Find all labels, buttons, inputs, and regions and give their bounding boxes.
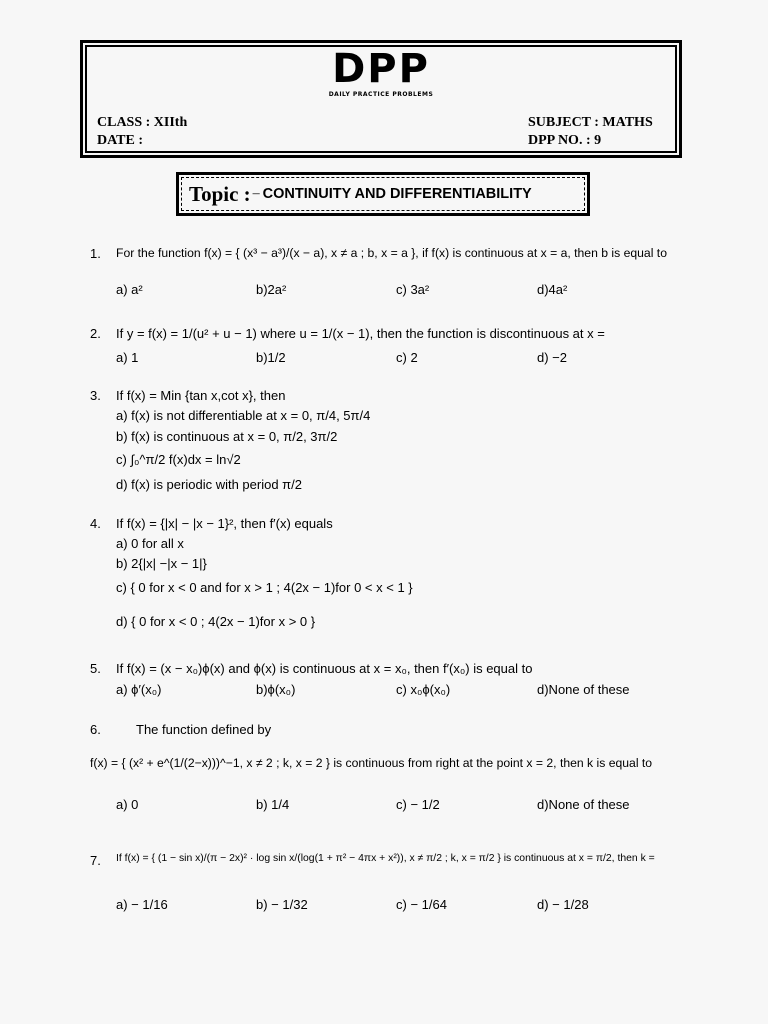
question-2-option-d: d) −2 [537,350,567,365]
question-6-definition: f(x) = { (x² + e^(1/(2−x)))^−1, x ≠ 2 ; k, x = 2 } is continuous from right at the point x = 2, then k is equal to [90,756,653,770]
question-5-number: 5. [90,661,101,676]
question-4-number: 4. [90,516,101,531]
question-1-option-c: c) 3a² [396,282,430,297]
question-3-number: 3. [90,388,101,403]
header-box [80,40,682,158]
question-2-option-c: c) 2 [396,350,418,365]
topic-title: CONTINUITY AND DIFFERENTIABILITY [262,186,532,202]
question-3-text: If f(x) = Min {tan x,cot x}, then [116,388,286,403]
question-4-option-c: c) { 0 for x < 0 and for x > 1 ; 4(2x − 1)for 0 < x < 1 } [116,580,413,595]
question-1-number: 1. [90,246,101,261]
question-5-option-d: d)None of these [537,682,630,697]
subject-label: SUBJECT : MATHS [528,115,653,130]
question-6-number: 6. [90,722,101,737]
question-3-option-b: b) f(x) is continuous at x = 0, π/2, 3π/2 [116,429,338,444]
logo-title: DPP [332,46,430,92]
dpp-logo [83,46,679,98]
question-2-option-b: b)1/2 [256,350,286,365]
logo-subtitle: DAILY PRACTICE PROBLEMS [328,91,434,98]
question-6-option-a: a) 0 [116,797,139,812]
question-5-option-c: c) x₀ϕ(x₀) [396,682,451,697]
question-7-option-d: d) − 1/28 [537,897,589,912]
question-4-text: If f(x) = {|x| − |x − 1}², then f′(x) equals [116,516,333,531]
question-7-option-a: a) − 1/16 [116,897,168,912]
question-4-option-b: b) 2{|x| −|x − 1|} [116,556,207,571]
topic-dash: – [252,186,260,201]
question-7-option-c: c) − 1/64 [396,897,447,912]
question-4-option-d: d) { 0 for x < 0 ; 4(2x − 1)for x > 0 } [116,614,316,629]
question-7-number: 7. [90,853,101,868]
question-3-option-c: c) ∫₀^π/2 f(x)dx = ln√2 [116,452,241,467]
topic-box [176,172,590,216]
question-5-option-b: b)ϕ(x₀) [256,682,296,697]
question-7-option-b: b) − 1/32 [256,897,308,912]
question-2-option-a: a) 1 [116,350,139,365]
question-1-option-b: b)2a² [256,282,287,297]
question-6-option-d: d)None of these [537,797,630,812]
question-1-text: For the function f(x) = { (x³ − a³)/(x − a), x ≠ a ; b, x = a }, if f(x) is continuous at x = a, then b is equal to [116,246,667,260]
question-5-option-a: a) ϕ′(x₀) [116,682,162,697]
question-6-text: The function defined by [136,722,272,737]
question-1-option-d: d)4a² [537,282,568,297]
question-3-option-d: d) f(x) is periodic with period π/2 [116,477,302,492]
question-3-option-a: a) f(x) is not differentiable at x = 0, π/4, 5π/4 [116,408,371,423]
question-6-option-b: b) 1/4 [256,797,290,812]
topic-label: Topic : [189,181,251,206]
question-1-option-a: a) a² [116,282,143,297]
dpp-number: DPP NO. : 9 [528,133,602,148]
question-7-text: If f(x) = { (1 − sin x)/(π − 2x)² · log sin x/(log(1 + π² − 4πx + x²)), x ≠ π/2 ; k, x = π/2 } is continuous at x = π/2, then k = [116,853,655,864]
class-label: CLASS : XIIth [97,115,188,130]
question-5-text: If f(x) = (x − x₀)ϕ(x) and ϕ(x) is continuous at x = x₀, then f′(x₀) is equal to [116,661,533,676]
date-label: DATE : [97,133,144,148]
question-4-option-a: a) 0 for all x [116,536,184,551]
question-2-text: If y = f(x) = 1/(u² + u − 1) where u = 1/(x − 1), then the function is discontinuous at x = [116,326,605,341]
question-6-option-c: c) − 1/2 [396,797,440,812]
question-2-number: 2. [90,326,101,341]
